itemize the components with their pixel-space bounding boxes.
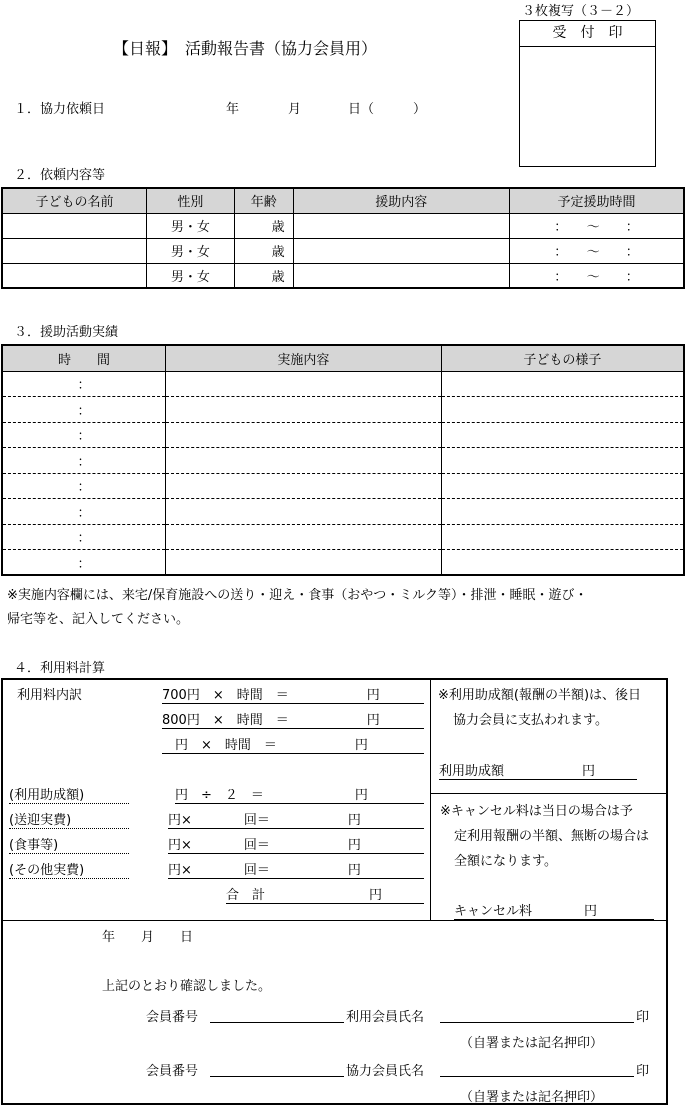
table-row [2, 422, 684, 448]
assistance-cell[interactable] [293, 213, 509, 238]
table-row [2, 448, 684, 474]
activity-cell[interactable] [165, 499, 441, 525]
table-row [2, 238, 684, 263]
time-cell[interactable]: ： [2, 448, 165, 474]
child-condition-cell[interactable] [441, 422, 684, 448]
subsidy-calc[interactable]: 円 ÷ ２ ＝ 円 [175, 784, 424, 804]
fee-breakdown-label: 利用料内訳 [17, 688, 83, 703]
child-condition-cell[interactable] [441, 550, 684, 576]
meal-label: (食事等) [9, 834, 129, 854]
user-member-no-label: 会員番号 [146, 1010, 199, 1025]
transport-label: (送迎実費) [9, 809, 129, 829]
day-label: 日（ ） [348, 102, 427, 117]
fee-line-700[interactable]: 700円 × 時間 ＝ 円 [162, 684, 424, 704]
activity-record-label: ３．援助活動実績 [14, 325, 119, 340]
transport-calc[interactable]: 円× 回＝ 円 [168, 809, 424, 829]
helper-sign-note: （自署または記名押印） [460, 1090, 604, 1105]
time-cell[interactable]: ： ～ ： [509, 238, 684, 263]
other-expense-label: (その他実費) [9, 859, 129, 879]
child-condition-cell[interactable] [441, 524, 684, 550]
table-row [2, 524, 684, 550]
helper-member-no-field[interactable] [210, 1060, 344, 1077]
activity-cell[interactable] [165, 473, 441, 499]
subsidy-label: (利用助成額) [9, 784, 129, 804]
confirm-statement: 上記のとおり確認しました。 [102, 979, 272, 994]
time-cell[interactable]: ： [2, 499, 165, 525]
time-cell[interactable]: ： [2, 397, 165, 423]
sex-cell[interactable]: 男・女 [147, 238, 235, 263]
right-note-divider [431, 793, 667, 794]
fee-box-divider-horizontal [1, 920, 668, 921]
subsidy-note-line1: ※利用助成額(報酬の半額)は、後日 [438, 688, 642, 703]
cancel-note-line2: 定利用報酬の半額、無断の場合は [454, 829, 650, 844]
header-child-condition: 子どもの様子 [441, 345, 684, 371]
request-date-label: １．協力依頼日 [14, 102, 106, 117]
fee-calc-label: ４．利用料計算 [14, 661, 106, 676]
sex-cell[interactable]: 男・女 [147, 213, 235, 238]
table-row [2, 397, 684, 423]
child-condition-cell[interactable] [441, 448, 684, 474]
fee-box-divider-vertical [430, 678, 431, 921]
activity-cell[interactable] [165, 371, 441, 397]
total[interactable]: 合 計 円 [226, 884, 424, 904]
cancel-fee[interactable]: キャンセル料 円 [454, 900, 654, 920]
table-row [2, 371, 684, 397]
meal-calc[interactable]: 円× 回＝ 円 [168, 834, 424, 854]
header-child-name: 子どもの名前 [2, 188, 147, 213]
child-name-cell[interactable] [2, 238, 147, 263]
table-row [2, 499, 684, 525]
user-name-field[interactable] [440, 1006, 634, 1023]
header-scheduled-time: 予定援助時間 [509, 188, 684, 213]
activity-note-line1: ※実施内容欄には、来宅/保育施設への送り・迎え・食事（おやつ・ミルク等）・排泄・睡眠・遊び・ [7, 588, 588, 603]
stamp-label: 受 付 印 [520, 21, 655, 47]
user-member-no-field[interactable] [210, 1006, 344, 1023]
child-condition-cell[interactable] [441, 397, 684, 423]
other-expense-calc[interactable]: 円× 回＝ 円 [168, 859, 424, 879]
age-cell[interactable]: 歳 [234, 263, 293, 288]
confirm-date: 年 月 日 [102, 930, 194, 945]
request-table [1, 187, 685, 289]
sex-cell[interactable]: 男・女 [147, 263, 235, 288]
table-row [2, 213, 684, 238]
time-cell[interactable]: ： [2, 371, 165, 397]
helper-name-label: 協力会員氏名 [346, 1064, 425, 1079]
fee-line-800[interactable]: 800円 × 時間 ＝ 円 [162, 709, 424, 729]
activity-note-line2: 帰宅等を、記入してください。 [7, 612, 190, 627]
header-age: 年齢 [234, 188, 293, 213]
helper-seal: 印 [636, 1064, 650, 1079]
child-name-cell[interactable] [2, 263, 147, 288]
header-activity: 実施内容 [165, 345, 441, 371]
page-title: 【日報】 活動報告書（協力会員用） [113, 39, 378, 58]
child-name-cell[interactable] [2, 213, 147, 238]
user-seal: 印 [636, 1010, 650, 1025]
request-details-label: ２．依頼内容等 [14, 168, 106, 183]
time-cell[interactable]: ： [2, 422, 165, 448]
subsidy-note-line2: 協力会員に支払われます。 [453, 713, 608, 728]
activity-table [1, 344, 685, 576]
age-cell[interactable]: 歳 [234, 213, 293, 238]
reception-stamp-box [519, 20, 656, 167]
user-name-label: 利用会員氏名 [346, 1010, 425, 1025]
table-row [2, 263, 684, 288]
child-condition-cell[interactable] [441, 499, 684, 525]
age-cell[interactable]: 歳 [234, 238, 293, 263]
time-cell[interactable]: ： [2, 473, 165, 499]
time-cell[interactable]: ： ～ ： [509, 263, 684, 288]
helper-member-no-label: 会員番号 [146, 1064, 199, 1079]
child-condition-cell[interactable] [441, 473, 684, 499]
month-label: 月 [288, 102, 302, 117]
subsidy-amount[interactable]: 利用助成額 円 [439, 760, 637, 780]
activity-cell[interactable] [165, 550, 441, 576]
fee-line-other[interactable]: 円 × 時間 ＝ 円 [162, 734, 424, 754]
time-cell[interactable]: ： ～ ： [509, 213, 684, 238]
activity-cell[interactable] [165, 422, 441, 448]
activity-cell[interactable] [165, 397, 441, 423]
assistance-cell[interactable] [293, 238, 509, 263]
assistance-cell[interactable] [293, 263, 509, 288]
time-cell[interactable]: ： [2, 524, 165, 550]
helper-name-field[interactable] [440, 1060, 634, 1077]
header-time: 時 間 [2, 345, 165, 371]
cancel-note-line3: 全額になります。 [454, 854, 557, 869]
header-assistance: 援助内容 [293, 188, 509, 213]
table-row [2, 473, 684, 499]
header-sex: 性別 [147, 188, 235, 213]
user-sign-note: （自署または記名押印） [460, 1036, 604, 1051]
copy-note: ３枚複写（３－２） [522, 4, 640, 19]
activity-cell[interactable] [165, 448, 441, 474]
table-row [2, 550, 684, 576]
activity-cell[interactable] [165, 524, 441, 550]
cancel-note-line1: ※キャンセル料は当日の場合は予 [440, 804, 633, 819]
year-label: 年 [226, 102, 240, 117]
child-condition-cell[interactable] [441, 371, 684, 397]
time-cell[interactable]: ： [2, 550, 165, 576]
